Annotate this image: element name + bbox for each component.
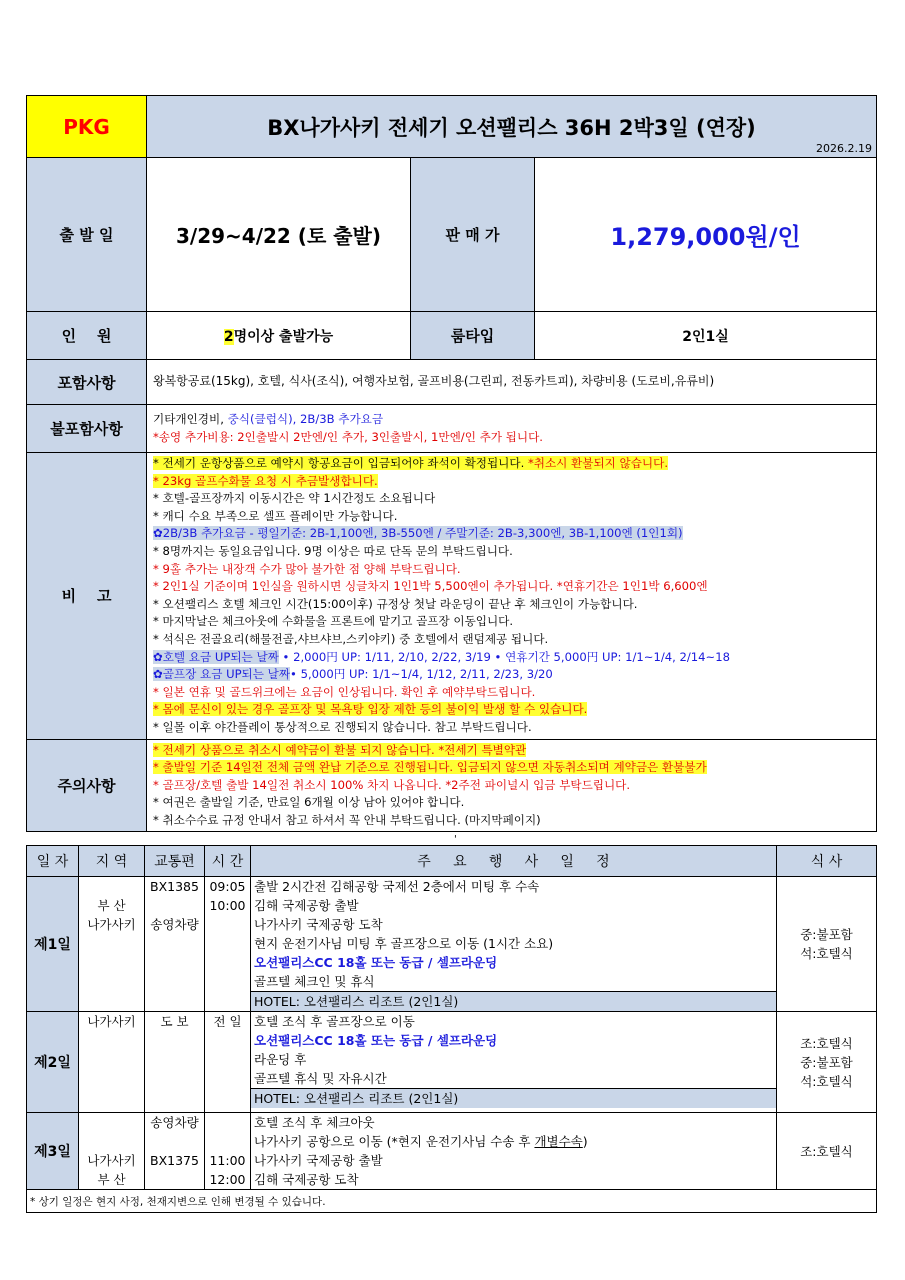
people-value xyxy=(147,312,411,360)
notes-content xyxy=(147,453,877,740)
table-row xyxy=(27,877,877,1012)
day3-item-2b: 개별수속 xyxy=(534,1134,583,1149)
excluded-transfer-note: *송영 추가비용: 2인출발시 2만엔/인 추가, 3인출발시, 1만엔/인 추가 됩니다. xyxy=(153,429,543,444)
day3-item-2c: ) xyxy=(582,1134,588,1149)
document-date: 2026.2.19 xyxy=(816,142,873,155)
day3-item-2 xyxy=(254,1132,773,1151)
day1-vehicle: 송영차량 xyxy=(150,917,199,932)
day3-meals xyxy=(777,1113,877,1190)
people-count: 2 xyxy=(223,328,234,345)
day2-time xyxy=(205,1012,251,1113)
caution-content xyxy=(147,739,877,832)
day1-item-2: 김해 국제공항 출발 xyxy=(254,898,359,913)
caution-2: * 출발일 기준 14일전 전체 금액 완납 기준으로 진행됩니다. 입금되지 않으면 자동취소되며 계약금은 환불불가 xyxy=(153,760,707,775)
col-header-region: 지 역 xyxy=(79,846,145,877)
day2-schedule xyxy=(251,1012,777,1113)
stray-mark: ' xyxy=(454,834,457,845)
day1-time-1: 09:05 xyxy=(209,879,246,894)
day3-vehicle: 송영차량 xyxy=(150,1115,199,1130)
note-1: * 전세기 운항상품으로 예약시 항공요금이 입금되어야 좌석이 확정됩니다. xyxy=(153,456,528,470)
day1-meal-1: 중:불포함 xyxy=(800,927,853,942)
day1-hotel: HOTEL: 오션팰리스 리조트 (2인1실) xyxy=(251,991,776,1011)
day1-meal-2: 석:호텔식 xyxy=(800,946,853,961)
day2-item-4: 골프텔 휴식 및 자유시간 xyxy=(254,1071,387,1086)
note-11: * 석식은 전골요리(해물전골,샤브샤브,스키야키) 중 호텔에서 랜덤제공 됩니다. xyxy=(153,631,549,646)
day2-region-text: 나가사키 xyxy=(87,1014,136,1029)
included-label: 포함사항 xyxy=(27,360,147,405)
day1-schedule xyxy=(251,877,777,1012)
day3-item-3: 나가사키 국제공항 출발 xyxy=(254,1153,383,1168)
day2-time-text: 전 일 xyxy=(213,1014,242,1029)
day3-region xyxy=(79,1113,145,1190)
caution-3: * 골프장/호텔 출발 14일전 취소시 100% 차지 나옵니다. *2주전 파이널시 입금 부탁드립니다. xyxy=(153,777,631,792)
day2-label: 제2일 xyxy=(27,1012,79,1113)
day1-item-3: 나가사키 국제공항 도착 xyxy=(254,917,383,932)
people-label: 인 원 xyxy=(27,312,147,360)
day1-item-4: 현지 운전기사님 미팅 후 골프장으로 이동 (1시간 소요) xyxy=(254,936,554,951)
day1-transport xyxy=(145,877,205,1012)
day2-transport xyxy=(145,1012,205,1113)
day1-label: 제1일 xyxy=(27,877,79,1012)
day2-region xyxy=(79,1012,145,1113)
excluded-text-3: 2B/3B 추가요금 xyxy=(300,411,384,426)
note-12-title: ✿호텔 요금 UP되는 날짜 xyxy=(153,649,279,664)
day2-meal-1: 조:호텔식 xyxy=(800,1035,853,1051)
day3-item-1: 호텔 조식 후 체크아웃 xyxy=(254,1115,375,1130)
room-label: 룸타입 xyxy=(411,312,535,360)
day2-hotel: HOTEL: 오션팰리스 리조트 (2인1실) xyxy=(251,1088,776,1108)
note-14: * 일본 연휴 및 골드위크에는 요금이 인상됩니다. 확인 후 예약부탁드립니다. xyxy=(153,684,536,699)
col-header-time: 시 간 xyxy=(205,846,251,877)
note-5: ✿2B/3B 추가요금 - 평일기준: 2B-1,100엔, 3B-550엔 / 주말기준: 2B-3,300엔, 3B-1,100엔 (1인1회) xyxy=(153,526,683,541)
day3-flight: BX1375 xyxy=(150,1153,199,1168)
day2-item-3: 라운딩 후 xyxy=(254,1052,307,1067)
price-label: 판 매 가 xyxy=(411,158,535,312)
day2-meal-3: 석:호텔식 xyxy=(800,1073,853,1089)
included-value: 왕복항공료(15kg), 호텔, 식사(조식), 여행자보험, 골프비용(그린피, 전동카트피), 차량비용 (도로비,유류비) xyxy=(147,360,877,405)
note-7: * 9홀 추가는 내장객 수가 많아 불가한 점 양해 부탁드립니다. xyxy=(153,561,461,576)
col-header-transport: 교통편 xyxy=(145,846,205,877)
caution-4: * 여권은 출발일 기준, 만료일 6개월 이상 남아 있어야 합니다. xyxy=(153,795,465,810)
day1-meals xyxy=(777,877,877,1012)
day3-time xyxy=(205,1113,251,1190)
price-value: 1,279,000원/인 xyxy=(535,158,877,312)
note-12: • 2,000円 UP: 1/11, 2/10, 2/22, 3/19 • 연휴기간 5,000円 UP: 1/1~1/4, 2/14~18 xyxy=(278,649,730,664)
day3-label: 제3일 xyxy=(27,1113,79,1190)
day3-meal-1: 조:호텔식 xyxy=(800,1143,853,1159)
note-15: * 몸에 문신이 있는 경우 골프장 및 목욕탕 입장 제한 등의 불이익 발생 할 수 있습니다. xyxy=(153,702,588,717)
title-text: BX나가사키 전세기 오션팰리스 36H 2박3일 (연장) xyxy=(267,115,756,140)
day1-item-5: 오션팰리스CC 18홀 또는 동급 / 셀프라운딩 xyxy=(254,955,498,970)
departure-label: 출 발 일 xyxy=(27,158,147,312)
day1-item-1: 출발 2시간전 김해공항 국제선 2층에서 미팅 후 수속 xyxy=(254,879,540,894)
day2-item-2: 오션팰리스CC 18홀 또는 동급 / 셀프라운딩 xyxy=(254,1033,498,1048)
day3-schedule xyxy=(251,1113,777,1190)
note-13-title: ✿골프장 요금 UP되는 날짜 xyxy=(153,667,291,682)
note-8: * 2인1실 기준이며 1인실을 원하시면 싱글차지 1인1박 5,500엔이 추가됩니다. *연휴기간은 1인1박 6,600엔 xyxy=(153,579,708,594)
pkg-badge: PKG xyxy=(27,96,147,158)
day3-region-1: 나가사키 xyxy=(87,1153,136,1168)
note-2: * 23kg 골프수화물 요청 시 추금발생합니다. xyxy=(153,473,378,488)
note-9: * 오션팰리스 호텔 체크인 시간(15:00이후) 규정상 첫날 라운딩이 끝난 후 체크인이 가능합니다. xyxy=(153,596,638,611)
note-16: * 일몰 이후 야간플레이 통상적으로 진행되지 않습니다. 참고 부탁드립니다. xyxy=(153,719,532,734)
caution-5: * 취소수수료 규정 안내서 참고 하셔서 꼭 안내 부탁드립니다. (마지막페이지) xyxy=(153,812,541,827)
note-10: * 마지막날은 체크아웃에 수화물을 프론트에 맡기고 골프장 이동입니다. xyxy=(153,614,514,629)
excluded-value xyxy=(147,405,877,453)
day3-item-2a: 나가사키 공항으로 이동 (*현지 운전기사님 수송 후 xyxy=(254,1134,535,1149)
note-13: • 5,000円 UP: 1/1~1/4, 1/12, 2/11, 2/23, 3/20 xyxy=(290,667,553,682)
table-row xyxy=(27,1113,877,1190)
day1-item-6: 골프텔 체크인 및 휴식 xyxy=(254,974,375,989)
day3-item-4: 김해 국제공항 도착 xyxy=(254,1172,359,1187)
day3-time-2: 12:00 xyxy=(209,1172,246,1187)
room-value: 2인1실 xyxy=(535,312,877,360)
day1-region-2: 나가사키 xyxy=(87,917,136,932)
day1-flight: BX1385 xyxy=(150,879,199,894)
day1-region xyxy=(79,877,145,1012)
departure-value: 3/29~4/22 (토 출발) xyxy=(147,158,411,312)
day1-time xyxy=(205,877,251,1012)
summary-table xyxy=(26,95,877,832)
day2-meals xyxy=(777,1012,877,1113)
caution-label: 주의사항 xyxy=(27,739,147,832)
day3-time-1: 11:00 xyxy=(209,1153,246,1168)
note-6: * 8명까지는 동일요금입니다. 9명 이상은 따로 단독 문의 부탁드립니다. xyxy=(153,543,513,558)
table-row xyxy=(27,1012,877,1113)
excluded-text-2: 중식(클럽식), xyxy=(227,411,300,426)
excluded-text-1: 기타개인경비, xyxy=(153,411,228,426)
day2-meal-2: 중:불포함 xyxy=(800,1054,853,1070)
day1-region-1: 부 산 xyxy=(97,898,126,913)
col-header-schedule: 주 요 행 사 일 정 xyxy=(251,846,777,877)
day3-region-2: 부 산 xyxy=(97,1172,126,1187)
col-header-meals: 식 사 xyxy=(777,846,877,877)
note-3: * 호텔-골프장까지 이동시간은 약 1시간정도 소요됩니다 xyxy=(153,491,436,506)
day3-transport xyxy=(145,1113,205,1190)
itinerary-table xyxy=(26,845,877,1213)
note-4: * 캐디 수요 부족으로 셀프 플레이만 가능합니다. xyxy=(153,508,398,523)
col-header-day: 일 자 xyxy=(27,846,79,877)
day2-transport-text: 도 보 xyxy=(160,1014,189,1029)
people-text: 명이상 출발가능 xyxy=(233,328,334,345)
page-title xyxy=(147,96,877,158)
itinerary-footnote: * 상기 일정은 현지 사정, 천재지변으로 인해 변경될 수 있습니다. xyxy=(27,1190,877,1213)
day1-time-2: 10:00 xyxy=(209,898,246,913)
note-1-red: *취소시 환불되지 않습니다. xyxy=(527,456,669,470)
notes-label: 비 고 xyxy=(27,453,147,740)
caution-1: * 전세기 상품으로 취소시 예약금이 환불 되지 않습니다. *전세기 특별약관 xyxy=(153,742,527,757)
day2-item-1: 호텔 조식 후 골프장으로 이동 xyxy=(254,1014,415,1029)
excluded-label: 불포함사항 xyxy=(27,405,147,453)
